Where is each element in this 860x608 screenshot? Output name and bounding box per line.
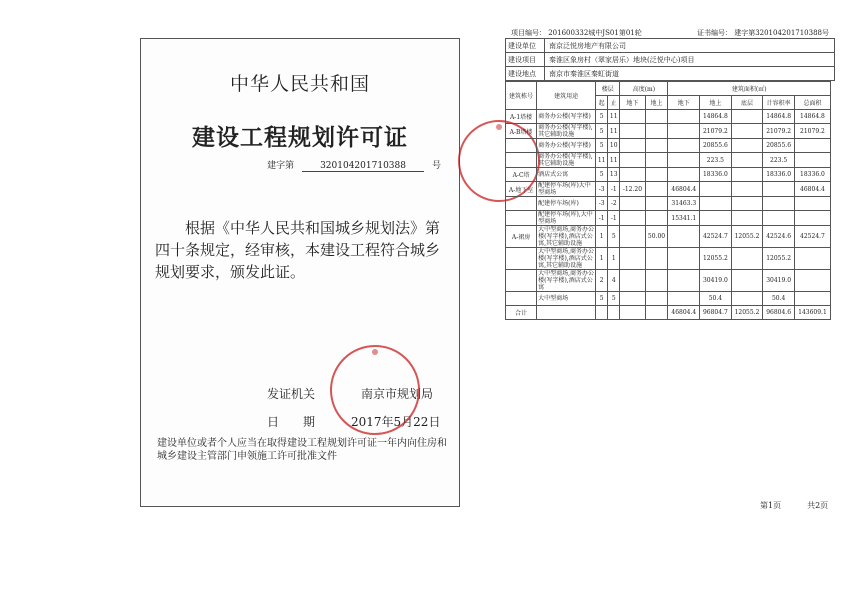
table-cell: [731, 182, 763, 197]
table-cell: [794, 139, 830, 153]
table-cell: 143609.1: [794, 306, 830, 320]
table-row: [506, 139, 831, 153]
table-cell: 11: [608, 124, 620, 139]
table-cell: [700, 197, 732, 211]
project-row: [505, 53, 835, 67]
table-cell: -2: [608, 197, 620, 211]
table-cell: [620, 306, 645, 320]
table-cell: [668, 270, 700, 292]
table-cell: 5: [596, 110, 608, 124]
table-cell: [645, 211, 668, 226]
location-row: [505, 67, 835, 81]
table-cell: [700, 211, 732, 226]
table-row: [506, 124, 831, 139]
table-cell: 合计: [506, 306, 537, 320]
col-a-far: 计容积率: [763, 96, 795, 110]
table-cell: 大中型商场,商务办公楼(写字楼),酒店式公寓,其它辅助设施: [538, 248, 595, 269]
table-cell: 5: [608, 226, 620, 248]
appendix-header: [505, 28, 835, 38]
location-value: 南京市秦淮区秦虹街道: [549, 69, 619, 78]
col-under: 地下: [620, 96, 645, 110]
col-above: 地上: [645, 96, 668, 110]
table-cell: 2: [596, 270, 608, 292]
table-cell: [668, 153, 700, 168]
table-cell: [731, 139, 763, 153]
official-seal: [330, 345, 420, 435]
table-cell: [668, 292, 700, 306]
table-cell: [645, 182, 668, 197]
table-cell: [731, 197, 763, 211]
table-cell: [608, 306, 620, 320]
table-cell: [620, 270, 645, 292]
table-cell: 18336.0: [763, 168, 795, 182]
table-row: [506, 292, 831, 306]
table-cell: 21079.2: [794, 124, 830, 139]
col-bldg: 建筑栋号: [506, 82, 537, 110]
table-cell: 10: [608, 139, 620, 153]
table-cell: A-1塔楼: [506, 110, 537, 124]
col-up: 起: [596, 96, 608, 110]
table-row: [506, 211, 831, 226]
table-row: [506, 226, 831, 248]
table-cell: 酒店式公寓: [537, 168, 596, 182]
table-cell: 46804.4: [668, 182, 700, 197]
table-cell: [794, 153, 830, 168]
table-row: [506, 153, 831, 168]
table-cell: 大中型商场: [537, 292, 596, 306]
table-cell: 5: [608, 292, 620, 306]
table-cell: [794, 248, 830, 270]
table-cell: 商务办公楼(写字楼),其它辅助设施: [537, 124, 596, 139]
table-cell: 4: [608, 270, 620, 292]
table-cell: 5: [596, 124, 608, 139]
appendix-page: [505, 28, 835, 528]
table-cell: 18336.0: [700, 168, 732, 182]
permit-suffix: 号: [431, 161, 441, 171]
table-cell: -1: [608, 182, 620, 197]
col-a-above: 地上: [700, 96, 732, 110]
date-value: 2017年5月22日: [351, 415, 441, 429]
table-cell: 42524.6: [763, 226, 795, 248]
table-cell: [794, 211, 830, 226]
table-cell: [645, 197, 668, 211]
table-cell: [794, 292, 830, 306]
col-down: 止: [608, 96, 620, 110]
certificate-page: [140, 38, 460, 507]
table-cell: [620, 211, 645, 226]
table-row: [506, 306, 831, 320]
table-cell: 20855.6: [763, 139, 795, 153]
table-cell: -3: [596, 197, 608, 211]
certificate-number: 证书编号： 建字第320104201710388号: [696, 29, 829, 37]
table-cell: 1: [596, 248, 608, 270]
table-cell: 1: [596, 226, 608, 248]
col-height: 高度(m): [620, 82, 668, 96]
table-cell: 11: [608, 110, 620, 124]
page-total: 共2页: [807, 501, 829, 510]
table-cell: [668, 168, 700, 182]
table-cell: [731, 110, 763, 124]
table-cell: 96804.6: [763, 306, 795, 320]
issuer-value: 南京市规划局: [361, 387, 434, 401]
table-cell: 11: [608, 153, 620, 168]
table-cell: [668, 139, 700, 153]
table-cell: [668, 110, 700, 124]
table-cell: 50.4: [700, 292, 732, 306]
table-cell: 50.00: [645, 226, 668, 248]
table-cell: [506, 153, 537, 168]
table-cell: 大中型商场,商务办公楼(写字楼),酒店式公寓: [538, 270, 595, 291]
table-cell: 18336.0: [794, 168, 830, 182]
table-cell: 50.4: [763, 292, 795, 306]
table-cell: [645, 248, 668, 270]
col-area: 建筑面积(㎡): [668, 82, 831, 96]
unit-row: [505, 38, 835, 53]
table-cell: 大中型商场,商务办公楼(写字楼),酒店式公寓,其它辅助设施: [538, 226, 595, 247]
table-row: [506, 248, 831, 270]
table-cell: [620, 110, 645, 124]
table-cell: [668, 226, 700, 248]
table-cell: [731, 248, 763, 270]
certificate-title: 建设工程规划许可证: [192, 124, 408, 151]
table-cell: [645, 292, 668, 306]
table-cell: 223.5: [763, 153, 795, 168]
table-row: [506, 182, 831, 197]
table-cell: [537, 306, 596, 320]
table-cell: [620, 248, 645, 270]
table-cell: 30419.0: [700, 270, 732, 292]
seal-star-icon: [496, 124, 502, 130]
table-cell: 12055.2: [700, 248, 732, 270]
col-floors: 楼层: [596, 82, 620, 96]
table-cell: A-B塔楼: [506, 124, 537, 139]
table-cell: 配建停车场(库): [537, 197, 596, 211]
table-cell: [506, 197, 537, 211]
table-cell: [763, 197, 795, 211]
table-cell: [731, 270, 763, 292]
table-cell: 配建停车场(库)大中型商场: [537, 182, 596, 197]
table-cell: 11: [596, 153, 608, 168]
table-cell: [731, 124, 763, 139]
table-cell: 30419.0: [763, 270, 795, 292]
table-cell: [763, 211, 795, 226]
table-cell: 5: [596, 139, 608, 153]
table-cell: 46804.4: [668, 306, 700, 320]
table-cell: -1: [608, 211, 620, 226]
table-cell: 5: [596, 168, 608, 182]
table-cell: [620, 153, 645, 168]
table-cell: [596, 306, 608, 320]
certificate-body: 根据《中华人民共和国城乡规划法》第四十条规定，经审核，本建设工程符合城乡规划要求，颁发此证。: [155, 219, 441, 281]
seal-star-icon: [372, 349, 378, 355]
table-cell: 12055.2: [731, 306, 763, 320]
table-cell: 14864.8: [700, 110, 732, 124]
permit-prefix: 建字第: [267, 161, 295, 171]
table-cell: 21079.2: [763, 124, 795, 139]
permit-number: 320104201710388: [302, 161, 424, 172]
table-cell: 商务办公楼(写字楼): [537, 139, 596, 153]
table-cell: 42524.7: [794, 226, 830, 248]
table-cell: [506, 248, 537, 270]
country-name: 中华人民共和国: [229, 73, 370, 95]
col-a-under: 地下: [668, 96, 700, 110]
table-cell: 21079.2: [700, 124, 732, 139]
page-indicator: [760, 500, 828, 511]
page-current: 第1页: [760, 501, 782, 510]
table-cell: 42524.7: [700, 226, 732, 248]
table-cell: [731, 211, 763, 226]
table-cell: [620, 168, 645, 182]
table-cell: A-C塔: [506, 168, 537, 182]
table-cell: 14864.8: [763, 110, 795, 124]
table-cell: -12.20: [620, 182, 645, 197]
unit-value: 南京泛悦房地产有限公司: [549, 41, 626, 50]
table-cell: [731, 153, 763, 168]
table-cell: [620, 139, 645, 153]
table-cell: [794, 197, 830, 211]
table-cell: [645, 153, 668, 168]
table-cell: [668, 248, 700, 270]
table-cell: A-裙房: [506, 226, 537, 248]
footer-note: 建设单位或者个人应当在取得建设工程规划许可证一年内向住房和城乡建设主管部门申领施工许可批准文件: [157, 438, 447, 462]
project-value: 秦淮区象房村（翠家居乐）地块(泛悦中心)项目: [549, 55, 695, 64]
table-cell: [620, 197, 645, 211]
table-cell: [794, 270, 830, 292]
table-cell: [668, 124, 700, 139]
table-cell: 20855.6: [700, 139, 732, 153]
table-cell: 12055.2: [731, 226, 763, 248]
table-cell: 223.5: [700, 153, 732, 168]
table-cell: 配建停车场(库),大中型商场: [537, 211, 596, 226]
table-row: [506, 197, 831, 211]
table-row: [506, 168, 831, 182]
table-cell: -1: [596, 211, 608, 226]
table-cell: [645, 168, 668, 182]
table-row: [506, 270, 831, 292]
table-cell: 15341.1: [668, 211, 700, 226]
table-cell: [645, 270, 668, 292]
table-cell: [763, 182, 795, 197]
issuer-label: 发证机关: [267, 387, 316, 401]
table-cell: 14864.8: [794, 110, 830, 124]
table-cell: [620, 124, 645, 139]
table-cell: [700, 182, 732, 197]
col-a-base: 底层: [731, 96, 763, 110]
table-cell: 商务办公楼(写字楼),其它辅助设施: [537, 153, 596, 168]
table-cell: 46804.4: [794, 182, 830, 197]
table-cell: -3: [596, 182, 608, 197]
table-cell: 13: [608, 168, 620, 182]
table-cell: [731, 168, 763, 182]
unit-label: 建设单位: [506, 39, 545, 52]
table-cell: 96804.7: [700, 306, 732, 320]
table-cell: [731, 292, 763, 306]
table-cell: 商务办公楼(写字楼): [537, 110, 596, 124]
table-cell: 1: [608, 248, 620, 270]
table-cell: [645, 124, 668, 139]
project-label: 建设项目: [506, 53, 545, 66]
table-cell: [620, 226, 645, 248]
project-number: 项目编号： 201600332城中JS01第01轮: [511, 29, 642, 37]
table-cell: [506, 270, 537, 292]
col-a-total: 总面积: [794, 96, 830, 110]
building-rows: [506, 110, 831, 320]
location-label: 建设地点: [506, 67, 545, 80]
table-cell: [506, 139, 537, 153]
table-cell: [645, 110, 668, 124]
table-cell: 5: [596, 292, 608, 306]
table-cell: [645, 306, 668, 320]
permit-number-line: [267, 158, 441, 172]
table-cell: 12055.2: [763, 248, 795, 270]
table-cell: [506, 292, 537, 306]
table-cell: [506, 211, 537, 226]
table-cell: A-地下室: [506, 182, 537, 197]
building-table: [505, 81, 831, 320]
date-label: 日 期: [267, 415, 316, 429]
table-cell: [645, 139, 668, 153]
col-use: 建筑用途: [537, 82, 596, 110]
table-cell: [620, 292, 645, 306]
table-row: [506, 110, 831, 124]
table-cell: 31463.3: [668, 197, 700, 211]
